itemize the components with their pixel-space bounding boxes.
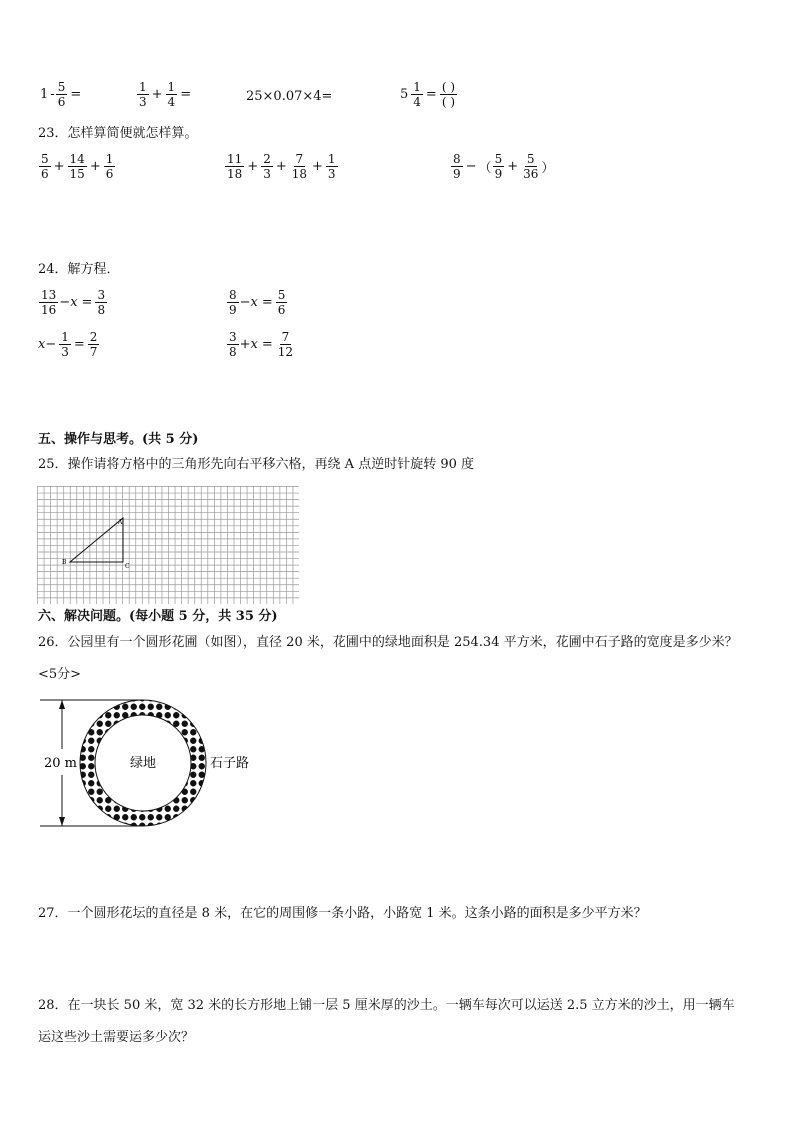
equals: =: [425, 87, 437, 102]
q23-expr-2: $\frac{11}{18}$ + $\frac{2}{3}$ + $\frac{7}{18}$ + $\frac{1}{3}$: [227, 152, 336, 181]
diameter-label: 20 m: [44, 756, 78, 771]
q23-expr-1: $\frac{5}{6}$ + $\frac{14}{15}$ + $\frac{1}{6}$: [41, 152, 114, 181]
fraction: $\frac{1}{4}$: [413, 80, 421, 109]
vertex-label-c: C: [125, 563, 130, 570]
grid-lines: [37, 486, 299, 604]
fraction: $\frac{1}{4}$: [167, 80, 176, 109]
q26-text: 26．公园里有一个圆形花圃（如图），直径 20 米，花圃中的绿地面积是 254.34 平方米，花圃中石子路的宽度是多少米？: [38, 635, 738, 650]
q23-title: 23．怎样算简便就怎样算。: [38, 126, 198, 141]
q28-line-2: 运这些沙土需要运多少次？: [38, 1030, 195, 1045]
arrow-down-icon: [59, 817, 65, 826]
section-5-title: 五、操作与思考。(共 5 分): [38, 432, 199, 447]
operator: -: [50, 87, 55, 102]
q24-equation-3: x − $\frac{1}{3}$ = $\frac{2}{7}$: [38, 330, 98, 359]
equals: =: [70, 87, 82, 102]
q26-ring-figure: [36, 694, 266, 834]
whole-number: 1: [40, 87, 49, 102]
fraction: $\frac{1}{3}$: [139, 80, 147, 109]
q28-line-1: 28．在一块长 50 米，宽 32 米的长方形地上铺一层 5 厘米厚的沙土。一辆车每次可以运送 2.5 立方米的沙土，用一辆车: [38, 998, 735, 1013]
q23-expr-3: $\frac{8}{9}$ − （ $\frac{5}{9}$ + $\frac{5}{36}$ ）: [453, 152, 555, 181]
q26-score: <5分>: [38, 667, 82, 682]
vertex-label-b: B: [62, 559, 67, 566]
fraction: $\frac{5}{6}$: [57, 80, 66, 109]
equals: =: [180, 87, 192, 102]
calc-expr-2: [136, 80, 193, 109]
q24-equation-2: $\frac{8}{9}$ − x = $\frac{5}{6}$: [229, 288, 286, 317]
calc-expr-3: 25×0.07×4=: [246, 89, 333, 104]
vertex-label-a: A: [118, 519, 123, 526]
calc-expr-4: [398, 80, 458, 109]
whole-number: 5: [400, 87, 409, 102]
blank-fraction[interactable]: $\frac{( )}{( )}$: [441, 80, 456, 109]
arrow-up-icon: [59, 700, 65, 709]
q24-title: 24．解方程．: [38, 262, 120, 277]
green-area-label: 绿地: [130, 756, 157, 771]
q27-text: 27．一个圆形花坛的直径是 8 米，在它的周围修一条小路，小路宽 1 米。这条小路的面积是多少平方米？: [38, 906, 647, 921]
gravel-path-label: 石子路: [210, 756, 250, 771]
operator: +: [151, 87, 163, 102]
section-6-title: 六、解决问题。(每小题 5 分，共 35 分): [38, 609, 278, 624]
calc-expr-1: [38, 80, 83, 109]
q24-equation-4: $\frac{3}{8}$ + x = $\frac{7}{12}$: [229, 330, 294, 359]
q24-equation-1: $\frac{13}{16}$ − x = $\frac{3}{8}$: [41, 288, 106, 317]
q25-text: 25．操作请将方格中的三角形先向右平移六格，再绕 A 点逆时针旋转 90 度: [38, 457, 475, 472]
q25-grid-figure: [37, 486, 299, 604]
